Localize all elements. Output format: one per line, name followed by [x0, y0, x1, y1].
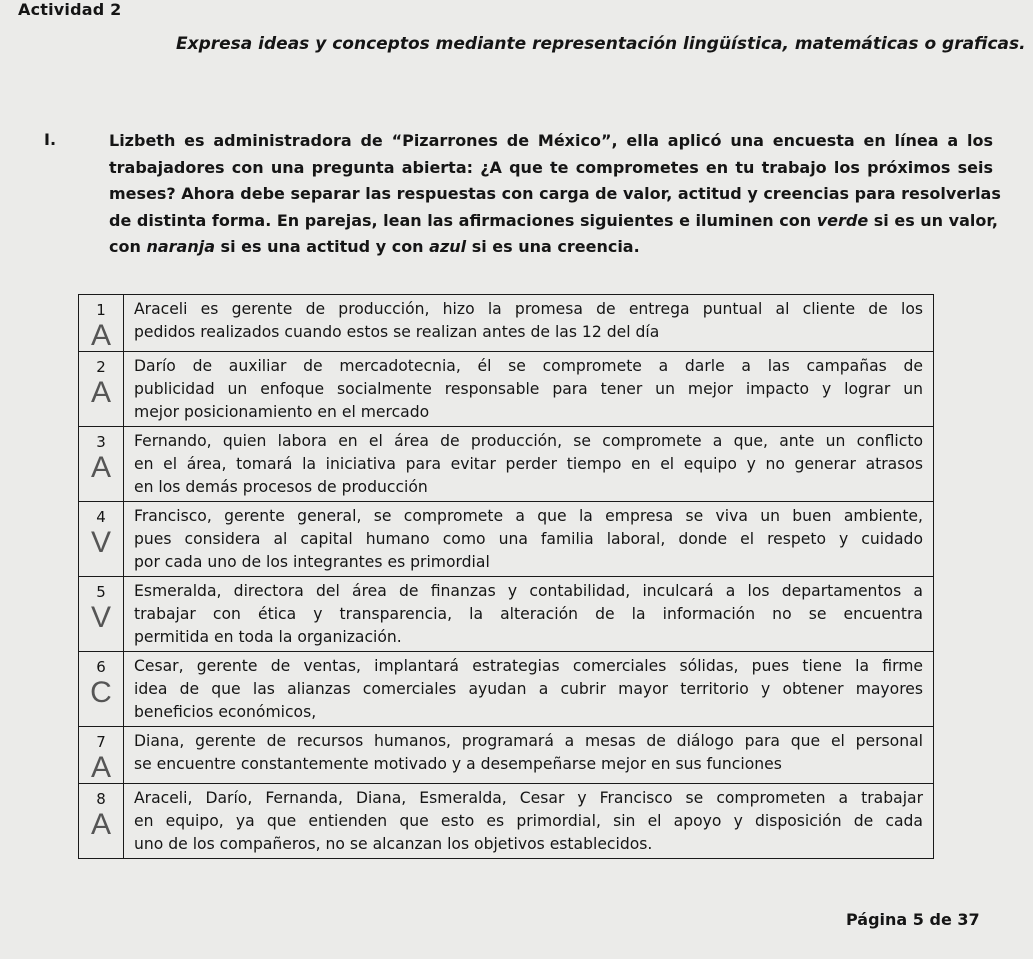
instructions-line: de distinta forma. En parejas, lean las afirmaciones siguientes e iluminen con verde si es un valor,	[109, 210, 998, 230]
statement-number: 5	[96, 583, 106, 601]
statement-row	[79, 784, 934, 859]
statement-line: publicidad un enfoque socialmente responsable para tener un mejor impacto y lograr un	[134, 380, 923, 398]
statement-line: Cesar, gerente de ventas, implantará estrategias comerciales sólidas, pues tiene la firme	[134, 657, 923, 675]
statement-line: pedidos realizados cuando estos se realizan antes de las 12 del día	[134, 323, 660, 341]
statement-line: trabajar con ética y transparencia, la alteración de la información no se encuentra	[134, 605, 923, 623]
statement-number: 6	[96, 658, 106, 676]
handwritten-answer-mark: A	[90, 376, 111, 409]
statement-row	[79, 427, 934, 502]
statement-number: 1	[96, 301, 106, 319]
handwritten-answer-mark: C	[90, 676, 112, 709]
statement-text	[124, 295, 934, 352]
green-keyword: verde	[816, 210, 869, 230]
statement-number: 2	[96, 358, 106, 376]
statement-number-cell	[79, 502, 124, 577]
statement-text	[124, 352, 934, 427]
instructions-line: Lizbeth es administradora de “Pizarrones de México”, ella aplicó una encuesta en línea a los	[109, 131, 993, 150]
statement-number-cell	[79, 577, 124, 652]
statement-line: pues considera al capital humano como una familia laboral, donde el respeto y cuidado	[134, 530, 923, 548]
statement-number: 8	[96, 790, 106, 808]
handwritten-answer-mark: A	[90, 319, 111, 352]
statement-text	[124, 784, 934, 859]
statement-line: se encuentre constantemente motivado y a desempeñarse mejor en sus funciones	[134, 755, 782, 773]
statement-line: idea de que las alianzas comerciales ayudan a cubrir mayor territorio y obtener mayores	[134, 680, 923, 698]
instructions-paragraph	[109, 128, 1001, 261]
statement-row	[79, 577, 934, 652]
statement-number: 3	[96, 433, 106, 451]
statement-text	[124, 577, 934, 652]
statement-number: 4	[96, 508, 106, 526]
statement-line: en el área, tomará la iniciativa para evitar perder tiempo en el equipo y no generar atrasos	[134, 455, 923, 473]
handwritten-answer-mark: A	[90, 451, 111, 484]
statement-number-cell	[79, 427, 124, 502]
statement-line: uno de los compañeros, no se alcanzan los objetivos establecidos.	[134, 835, 653, 853]
statement-line: Francisco, gerente general, se compromete a que la empresa se viva un buen ambiente,	[134, 507, 923, 525]
statement-line: Fernando, quien labora en el área de producción, se compromete a que, ante un conflicto	[134, 432, 923, 450]
page-number: Página 5 de 37	[846, 910, 980, 929]
statement-line: Esmeralda, directora del área de finanzas y contabilidad, inculcará a los departamentos a	[134, 582, 923, 600]
statement-line: Araceli es gerente de producción, hizo la promesa de entrega puntual al cliente de los	[134, 300, 923, 318]
statement-line: por cada uno de los integrantes es primordial	[134, 553, 490, 571]
statement-row	[79, 295, 934, 352]
statements-table	[78, 294, 934, 859]
statement-line: permitida en toda la organización.	[134, 628, 402, 646]
statement-number-cell	[79, 295, 124, 352]
instructions-line: con naranja si es una actitud y con azul si es una creencia.	[109, 237, 640, 256]
activity-subtitle: Expresa ideas y conceptos mediante representación lingüística, matemáticas o graficas.	[176, 34, 1026, 54]
statement-number-cell	[79, 727, 124, 784]
statement-row	[79, 652, 934, 727]
statement-number: 7	[96, 733, 106, 751]
statement-line: Araceli, Darío, Fernanda, Diana, Esmeralda, Cesar y Francisco se comprometen a trabajar	[134, 789, 923, 807]
statement-number-cell	[79, 652, 124, 727]
statement-line: Diana, gerente de recursos humanos, programará a mesas de diálogo para que el personal	[134, 732, 923, 750]
statement-line: en equipo, ya que entienden que esto es primordial, sin el apoyo y disposición de cada	[134, 812, 923, 830]
blue-keyword: azul	[429, 237, 467, 256]
instructions-line: trabajadores con una pregunta abierta: ¿A que te comprometes en tu trabajo los próximos seis	[109, 157, 993, 177]
handwritten-answer-mark: A	[90, 808, 111, 841]
handwritten-answer-mark: V	[90, 526, 111, 559]
statement-row	[79, 352, 934, 427]
statement-row	[79, 727, 934, 784]
statement-text	[124, 502, 934, 577]
statement-row	[79, 502, 934, 577]
handwritten-answer-mark: A	[90, 751, 111, 784]
statement-number-cell	[79, 784, 124, 859]
statement-text	[124, 427, 934, 502]
statement-line: en los demás procesos de producción	[134, 478, 428, 496]
statement-text	[124, 727, 934, 784]
orange-keyword: naranja	[146, 237, 215, 256]
instructions-line: meses? Ahora debe separar las respuestas con carga de valor, actitud y creencias para resolverlas	[109, 184, 1001, 203]
statement-text	[124, 652, 934, 727]
statement-line: mejor posicionamiento en el mercado	[134, 403, 430, 421]
handwritten-answer-mark: V	[90, 601, 111, 634]
statement-line: Darío de auxiliar de mercadotecnia, él se compromete a darle a las campañas de	[134, 357, 923, 375]
section-number: I.	[44, 130, 57, 149]
statement-line: beneficios económicos,	[134, 703, 317, 721]
activity-title: Actividad 2	[18, 0, 122, 19]
statement-number-cell	[79, 352, 124, 427]
